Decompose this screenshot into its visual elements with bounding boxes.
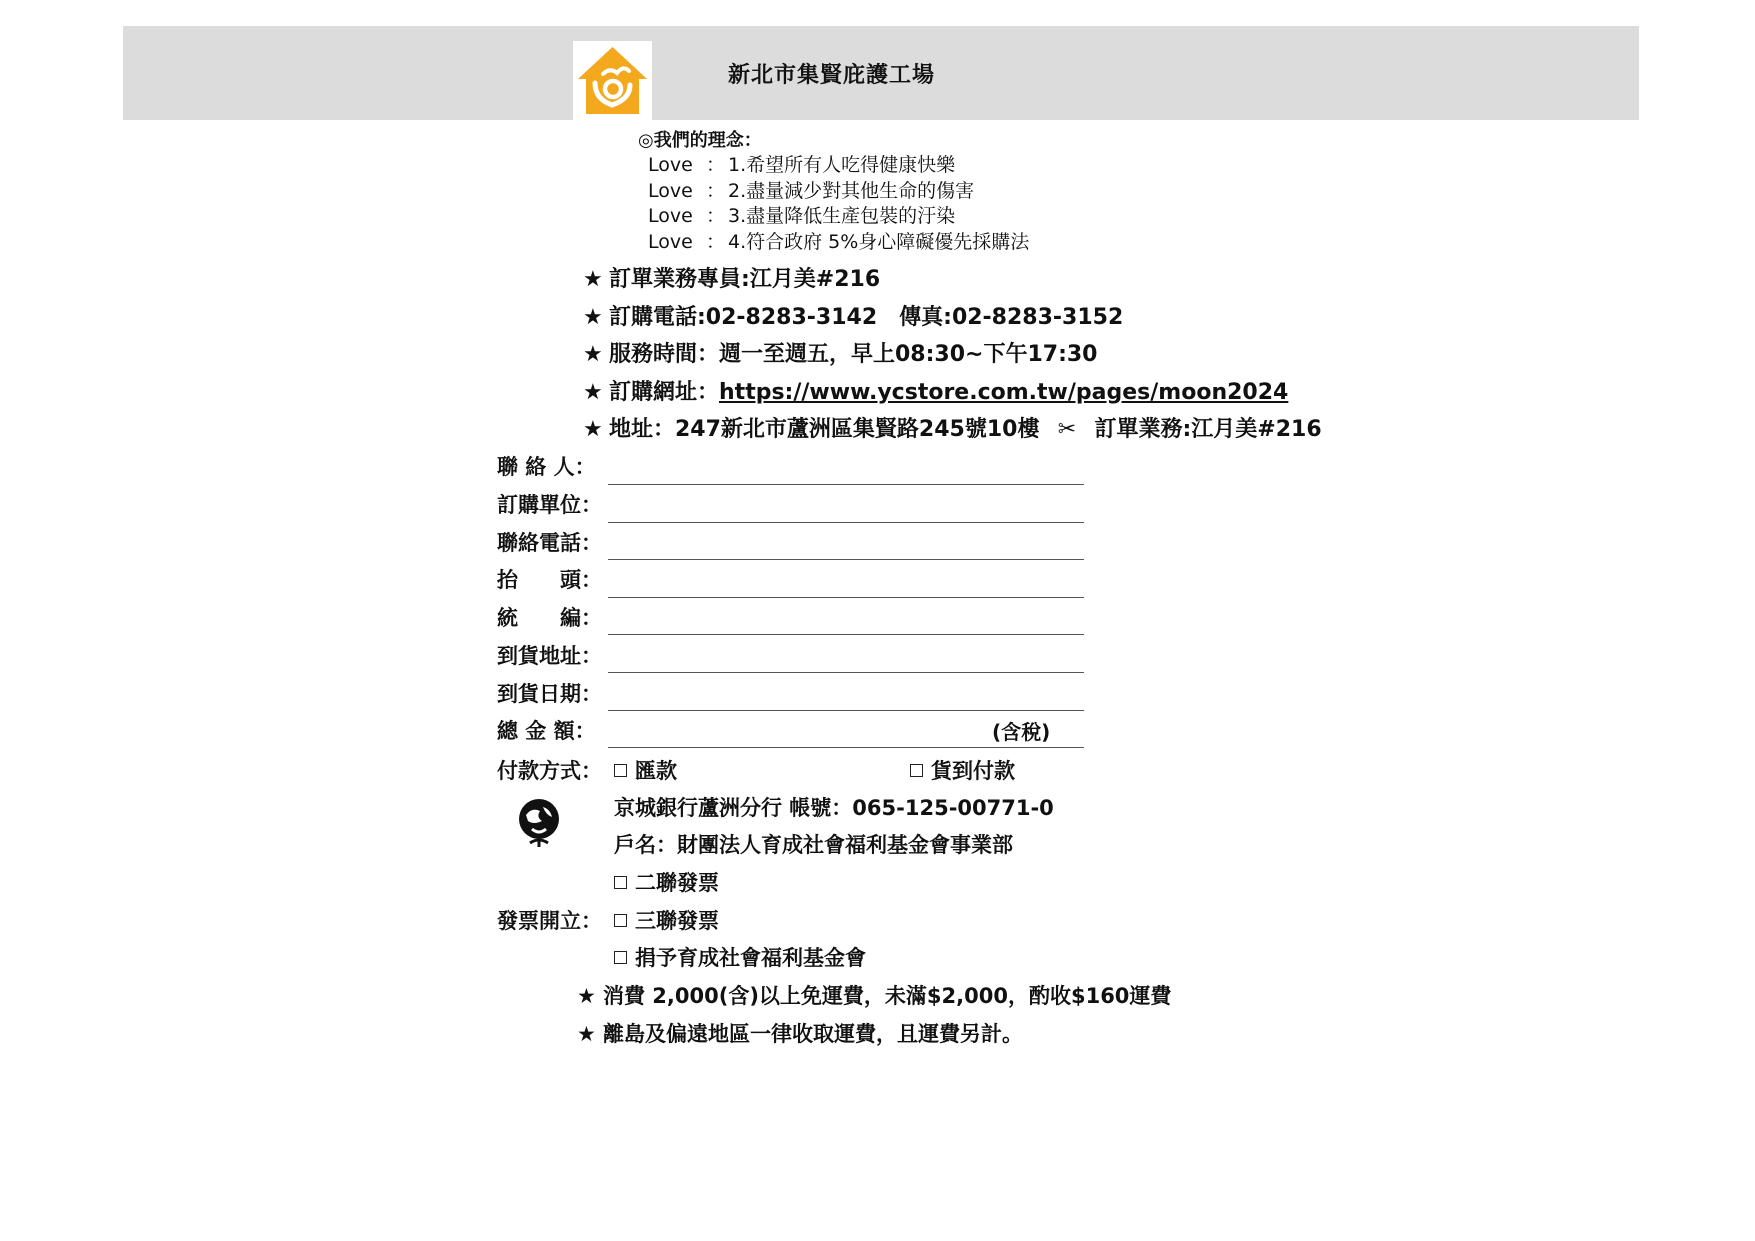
total-amount-label: 總 金 額： xyxy=(497,719,596,743)
tax-id-field[interactable] xyxy=(608,634,1084,635)
company-label: 訂購單位： xyxy=(497,493,602,517)
scissors-icon: ✂ xyxy=(1057,417,1077,442)
sales-rep: 訂單業務專員:江月美#216 xyxy=(609,267,881,292)
payment-option-transfer[interactable] xyxy=(614,755,677,785)
house-logo-icon xyxy=(573,41,652,120)
invoice-title-label: 抬 頭： xyxy=(497,568,602,592)
love-word: Love xyxy=(648,231,693,253)
star-icon: ★ xyxy=(583,417,603,442)
philosophy-item xyxy=(648,201,955,228)
colon: ： xyxy=(706,231,726,253)
invoice-option-label: 捐予育成社會福利基金會 xyxy=(635,946,866,970)
contact-label: 聯 絡 人： xyxy=(497,455,596,479)
checkbox[interactable] xyxy=(614,876,627,889)
order-url-link[interactable]: https://www.ycstore.com.tw/pages/moon2024 xyxy=(719,380,1289,405)
invoice-title-field[interactable] xyxy=(608,597,1084,598)
philosophy-text: 1.希望所有人吃得健康快樂 xyxy=(728,154,956,176)
love-word: Love xyxy=(648,180,693,202)
remote-area-note-text: 離島及偏遠地區一律收取運費，且運費另計。 xyxy=(603,1022,1023,1046)
tax-note: (含稅) xyxy=(992,720,1051,744)
remote-area-note xyxy=(577,1018,1023,1048)
contact-field[interactable] xyxy=(608,484,1084,485)
star-icon: ★ xyxy=(583,267,603,292)
philosophy-title: ◎我們的理念： xyxy=(638,130,762,151)
bank-logo-icon xyxy=(512,795,566,849)
star-icon: ★ xyxy=(583,342,603,367)
phone-label: 聯絡電話： xyxy=(497,531,602,555)
invoice-option-duplicate[interactable] xyxy=(614,867,719,897)
payment-option-label: 貨到付款 xyxy=(931,759,1015,783)
philosophy-text: 3.盡量降低生產包裝的汙染 xyxy=(728,205,956,227)
star-icon: ★ xyxy=(583,305,603,330)
fax: 傳真:02-8283-3152 xyxy=(899,305,1124,330)
love-word: Love xyxy=(648,154,693,176)
bank-account: 京城銀行蘆洲分行 帳號：065-125-00771-0 xyxy=(614,796,1054,820)
url-label: 訂購網址： xyxy=(609,380,720,405)
total-amount-field[interactable] xyxy=(608,747,1084,748)
star-icon: ★ xyxy=(577,984,596,1008)
checkbox[interactable] xyxy=(614,764,627,777)
star-icon: ★ xyxy=(577,1022,596,1046)
colon: ： xyxy=(706,180,726,202)
checkbox[interactable] xyxy=(910,764,923,777)
phone-line xyxy=(583,300,1123,331)
phone: 訂購電話:02-8283-3142 xyxy=(609,305,878,330)
delivery-date-label: 到貨日期： xyxy=(497,682,602,706)
service-hours: 服務時間：週一至週五，早上08:30~下午17:30 xyxy=(609,342,1098,367)
shipping-note-text: 消費 2,000(含)以上免運費，未滿$2,000，酌收$160運費 xyxy=(603,984,1172,1008)
invoice-option-label: 二聯發票 xyxy=(635,871,719,895)
address-line xyxy=(583,412,1322,443)
invoice-option-label: 三聯發票 xyxy=(635,909,719,933)
hours-line xyxy=(583,337,1098,368)
colon: ： xyxy=(706,205,726,227)
philosophy-item xyxy=(648,227,1029,254)
payment-option-cod[interactable] xyxy=(910,755,1015,785)
shipping-note xyxy=(577,980,1171,1010)
invoice-option-triplicate[interactable] xyxy=(614,905,719,935)
philosophy-text: 4.符合政府 5%身心障礙優先採購法 xyxy=(728,231,1030,253)
colon: ： xyxy=(706,154,726,176)
account-name: 戶名：財團法人育成社會福利基金會事業部 xyxy=(614,833,1013,857)
checkbox[interactable] xyxy=(614,951,627,964)
star-icon: ★ xyxy=(583,380,603,405)
checkbox[interactable] xyxy=(614,914,627,927)
delivery-date-field[interactable] xyxy=(608,710,1084,711)
philosophy-item xyxy=(648,176,974,203)
sales-rep-line xyxy=(583,262,880,293)
philosophy-item xyxy=(648,150,955,177)
payment-label: 付款方式： xyxy=(497,759,602,783)
payment-option-label: 匯款 xyxy=(635,759,677,783)
phone-field[interactable] xyxy=(608,559,1084,560)
company-field[interactable] xyxy=(608,522,1084,523)
love-word: Love xyxy=(648,205,693,227)
delivery-address-field[interactable] xyxy=(608,672,1084,673)
url-line xyxy=(583,375,1288,406)
org-name: 新北市集賢庇護工場 xyxy=(728,63,936,88)
delivery-address-label: 到貨地址： xyxy=(497,644,602,668)
address: 地址：247新北市蘆洲區集賢路245號10樓 xyxy=(609,417,1040,442)
tax-id-label: 統 編： xyxy=(497,606,602,630)
invoice-option-donate[interactable] xyxy=(614,942,866,972)
invoice-label: 發票開立： xyxy=(497,909,602,933)
philosophy-text: 2.盡量減少對其他生命的傷害 xyxy=(728,180,975,202)
order-rep: 訂單業務:江月美#216 xyxy=(1094,417,1322,442)
